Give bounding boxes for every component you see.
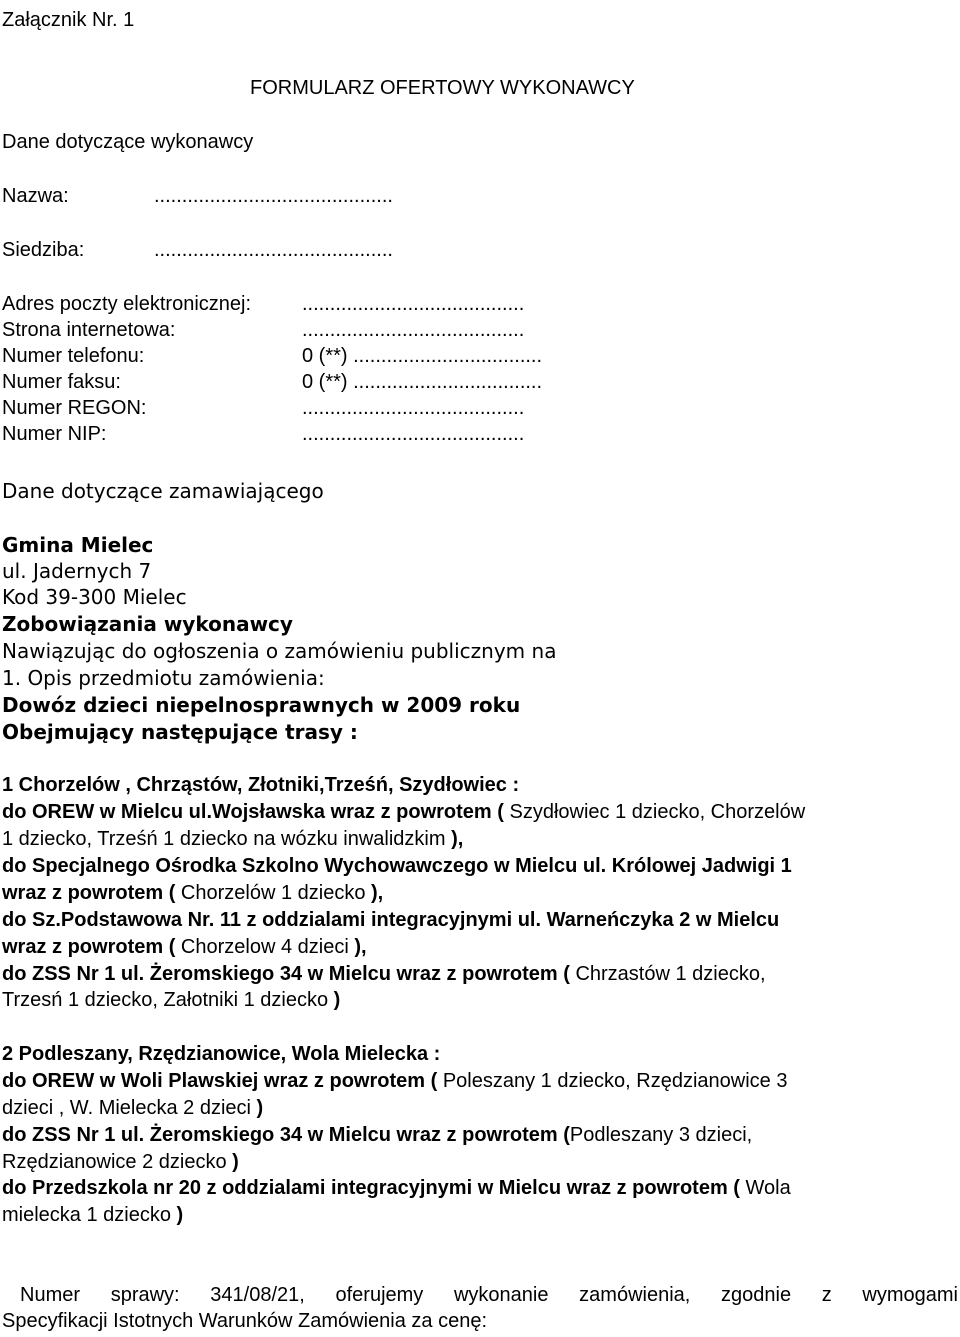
field-regon-label: Numer REGON:: [2, 397, 147, 419]
field-phone: [2, 343, 543, 369]
route2-heading: 2 Podleszany, Rzędzianowice, Wola Mielecka :: [2, 1043, 441, 1065]
obligations-subject: 1. Opis przedmiotu zamówienia:: [2, 666, 325, 690]
field-website-label: Strona internetowa:: [2, 319, 176, 341]
form-title: FORMULARZ OFERTOWY WYKONAWCY: [250, 77, 635, 99]
field-seat-label: Siedziba:: [2, 239, 85, 261]
route1-line8: Trzesń 1 dziecko, Załotniki 1 dziecko ): [2, 989, 341, 1011]
client-name: Gmina Mielec: [2, 533, 154, 557]
route2-line3: do ZSS Nr 1 ul. Żeromskiego 34 w Mielcu wraz z powrotem (Podleszany 3 dzieci,: [2, 1124, 753, 1146]
field-email-value: ........................................: [302, 293, 525, 315]
route2-line1: do OREW w Woli Plawskiej wraz z powrotem ( Poleszany 1 dziecko, Rzędzianowice 3: [2, 1070, 788, 1092]
obligations-heading: Zobowiązania wykonawcy: [2, 612, 293, 636]
route1-line1: do OREW w Mielcu ul.Wojsławska wraz z powrotem ( Szydłowiec 1 dziecko, Chorzelów: [2, 801, 806, 823]
route1-line7: do ZSS Nr 1 ul. Żeromskiego 34 w Mielcu wraz z powrotem ( Chrzastów 1 dziecko,: [2, 963, 766, 985]
field-regon-value: ........................................: [302, 397, 525, 419]
obligations-line1: Dowóz dzieci niepelnosprawnych w 2009 roku: [2, 693, 521, 717]
route1-heading: 1 Chorzelów , Chrząstów, Złotniki,Trześń, Szydłowiec :: [2, 774, 520, 796]
field-name-value: ...........................................: [154, 185, 393, 207]
field-name-label: Nazwa:: [2, 185, 69, 207]
client-heading: Dane dotyczące zamawiającego: [2, 479, 324, 503]
field-nip: [2, 421, 525, 447]
route1-line2: 1 dziecko, Trześń 1 dziecko na wózku inwalidzkim ),: [2, 828, 464, 850]
obligations-line2: Obejmujący następujące trasy :: [2, 720, 358, 744]
obligations-intro: Nawiązując do ogłoszenia o zamówieniu publicznym na: [2, 639, 557, 663]
field-phone-label: Numer telefonu:: [2, 345, 145, 367]
route2-line4: Rzędzianowice 2 dziecko ): [2, 1151, 239, 1173]
route1-line6: wraz z powrotem ( Chorzelow 4 dzieci ),: [2, 936, 367, 958]
route2-line5: do Przedszkola nr 20 z oddzialami integracyjnymi w Mielcu wraz z powrotem ( Wola: [2, 1177, 791, 1199]
route1-line4: wraz z powrotem ( Chorzelów 1 dziecko ),: [2, 882, 384, 904]
field-website-value: ........................................: [302, 319, 525, 341]
field-phone-value: 0 (**) ..................................: [302, 345, 543, 367]
route1-line3: do Specjalnego Ośrodka Szkolno Wychowawczego w Mielcu ul. Królowej Jadwigi 1: [2, 855, 792, 877]
field-fax-value: 0 (**) ..................................: [302, 371, 543, 393]
route1-line5: do Sz.Podstawowa Nr. 11 z oddzialami integracyjnymi ul. Warneńczyka 2 w Mielcu: [2, 909, 780, 931]
contractor-heading: Dane dotyczące wykonawcy: [2, 131, 254, 153]
field-regon: [2, 395, 525, 421]
client-postal: Kod 39-300 Mielec: [2, 585, 187, 609]
field-email-label: Adres poczty elektronicznej:: [2, 293, 252, 315]
field-nip-label: Numer NIP:: [2, 423, 107, 445]
route2-line2: dzieci , W. Mielecka 2 dzieci ): [2, 1097, 264, 1119]
field-name: [2, 183, 393, 209]
field-seat-value: ...........................................: [154, 239, 393, 261]
field-nip-value: ........................................: [302, 423, 525, 445]
attachment-label: Załącznik Nr. 1: [2, 9, 135, 31]
route2-line6: mielecka 1 dziecko ): [2, 1204, 184, 1226]
client-street: ul. Jadernych 7: [2, 559, 152, 583]
field-fax-label: Numer faksu:: [2, 371, 121, 393]
footer-line2: Specyfikacji Istotnych Warunków Zamówienia za cenę:: [2, 1310, 488, 1332]
field-website: [2, 317, 525, 343]
field-email: [2, 291, 525, 317]
field-fax: [2, 369, 543, 395]
footer-line1: Numer sprawy: 341/08/21, oferujemy wykonanie zamówienia, zgodnie z wymogami: [20, 1284, 958, 1306]
field-seat: [2, 237, 393, 263]
